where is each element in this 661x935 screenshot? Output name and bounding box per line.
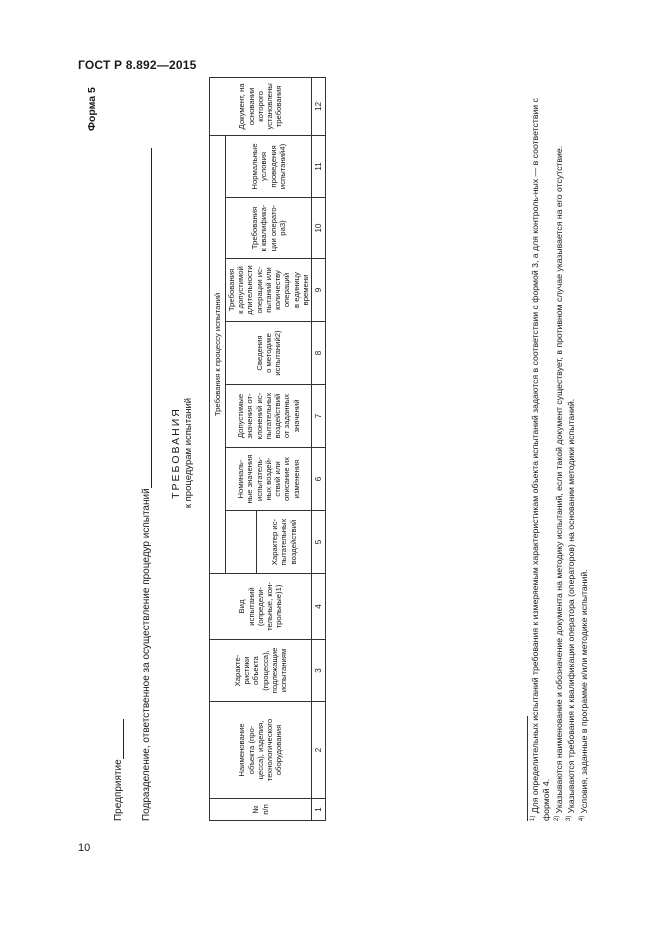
requirements-table bbox=[209, 77, 326, 821]
col-header-5: Характер ис- пытательных воздействий bbox=[257, 511, 312, 574]
table-header-row-1 bbox=[210, 77, 226, 820]
rotated-form-page bbox=[72, 73, 624, 833]
col-header-2: Наименование объекта (про- цесса), изделия, технологического оборудования bbox=[210, 702, 312, 799]
document-standard-header: ГОСТ Р 8.892—2015 bbox=[78, 58, 197, 72]
footnote-rule bbox=[527, 716, 528, 821]
col-header-12: Документ, на основании которого установлены требования bbox=[210, 77, 312, 135]
enterprise-fill-line bbox=[113, 719, 124, 759]
page-number: 10 bbox=[78, 842, 91, 854]
col-header-8: Сведения о методике испытаний2) bbox=[226, 322, 312, 385]
col-number-7: 7 bbox=[312, 385, 326, 448]
footnote-4-mark: 4) bbox=[579, 815, 586, 821]
col-header-6: Номиналь- ные значения испытатель- ных воздей- ствий или описание их изменения bbox=[226, 448, 312, 511]
division-fill-line bbox=[141, 148, 152, 488]
col-header-9: Требования к допустимой длительности операции ис- пытаний или количеству операций в единицу времени bbox=[226, 259, 312, 322]
col-header-3: Характе- ристики объекта (процесса), подлежащие испытаниям bbox=[210, 640, 312, 702]
col-header-10: Требования к квалифика- ции операто- ра3) bbox=[226, 198, 312, 259]
footnote-2-mark: 2) bbox=[554, 815, 561, 821]
col-header-5-blank bbox=[226, 511, 257, 574]
col-number-5: 5 bbox=[312, 511, 326, 574]
footnote-1 bbox=[530, 81, 553, 821]
col-header-11: Нормальные условия проведения испытаний4) bbox=[226, 135, 312, 197]
footnote-1-mark: 1) bbox=[530, 815, 537, 821]
title-main: ТРЕБОВАНИЯ bbox=[170, 407, 182, 499]
col-header-1: № п/п bbox=[210, 799, 312, 821]
col-number-2: 2 bbox=[312, 702, 326, 799]
footnote-3-text: Указываются требования к квалификации оператора (операторов) на основании методики испытаний. bbox=[566, 398, 577, 814]
division-line bbox=[141, 148, 152, 821]
col-number-12: 12 bbox=[312, 77, 326, 135]
form-label: Форма 5 bbox=[86, 87, 98, 131]
footnote-1-text: Для определительных испытаний требования к измеряемым характеристикам объекта испытаний задаются в соответствии с формой 3, а для контроль-ных — в соответствии с формой 4. bbox=[530, 98, 552, 821]
col-number-3: 3 bbox=[312, 640, 326, 702]
title-subtitle: к процедурам испытаний bbox=[183, 397, 194, 509]
division-label: Подразделение, ответственное за осуществление процедур испытаний bbox=[141, 488, 152, 821]
col-number-9: 9 bbox=[312, 259, 326, 322]
footnote-2 bbox=[554, 81, 565, 821]
col-header-7: Допустимые значения от- клонений ис- пытательных воздействий от заданных значений bbox=[226, 385, 312, 448]
form-title bbox=[170, 328, 194, 578]
footnote-2-text: Указываются наименование и обозначение документа на методику испытаний, если такой документ существует, в противном случае указывается на его отсутствие. bbox=[553, 145, 564, 814]
col-number-8: 8 bbox=[312, 322, 326, 385]
footnote-4 bbox=[579, 81, 590, 821]
group-header: Требования к процессу испытаний bbox=[210, 135, 226, 573]
footnotes bbox=[527, 81, 591, 821]
col-number-6: 6 bbox=[312, 448, 326, 511]
footnote-3 bbox=[566, 81, 577, 821]
col-number-11: 11 bbox=[312, 135, 326, 197]
col-number-1: 1 bbox=[312, 799, 326, 821]
footnote-4-text: Условия, заданные в программе и/или методике испытаний. bbox=[578, 569, 589, 814]
column-number-row bbox=[312, 77, 326, 820]
enterprise-line bbox=[113, 719, 124, 821]
footnote-3-mark: 3) bbox=[566, 815, 573, 821]
col-number-4: 4 bbox=[312, 574, 326, 640]
col-number-10: 10 bbox=[312, 198, 326, 259]
col-header-4: Вид испытаний (определи- тельные, кон- трольные)1) bbox=[210, 574, 312, 640]
enterprise-label: Предприятие bbox=[113, 759, 124, 821]
